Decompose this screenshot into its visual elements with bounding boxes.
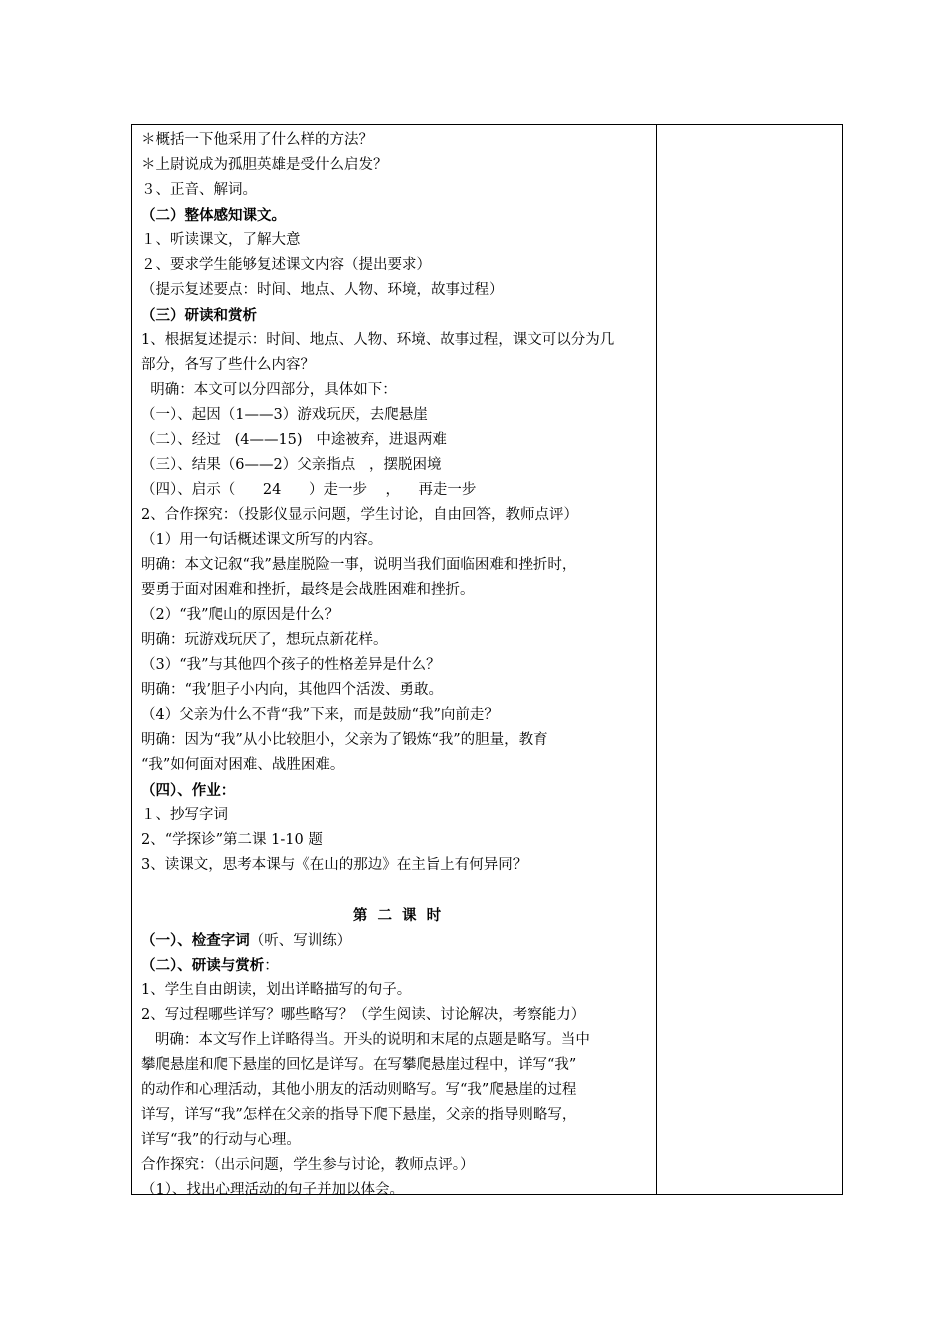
step-line: 2、写过程哪些详写？哪些略写？（学生阅读、讨论解决，考察能力） [141, 1007, 586, 1023]
section-heading: （四）、作业： [141, 782, 236, 799]
homework-line: 2、“学探诊”第二课 1-10 题 [141, 832, 323, 848]
column-divider [656, 125, 657, 1194]
hint-line: （提示复述要点：时间、地点、人物、环境，故事过程） [141, 282, 504, 298]
step-line: 1、学生自由朗读，划出详略描写的句子。 [141, 982, 412, 998]
section-title: 第 二 课 时 [352, 907, 442, 924]
step-line: 合作探究：（出示问题，学生参与讨论，教师点评。） [141, 1157, 475, 1173]
spacer [141, 878, 653, 903]
answer-line: 要勇于面对困难和挫折，最终是会战胜困难和挫折。 [141, 582, 475, 598]
step-line: １、听读课文，了解大意 [141, 232, 301, 248]
step-line: 2、合作探究：（投影仪显示问题，学生讨论，自由回答，教师点评） [141, 507, 578, 523]
question-line: （4）父亲为什么不背“我”下来，而是鼓励“我”向前走？ [141, 707, 499, 723]
answer-line: “我”如何面对困难、战胜困难。 [141, 757, 345, 773]
section-heading: （二）整体感知课文。 [141, 207, 286, 224]
answer-line: 明确：本文记叙“我”悬崖脱险一事，说明当我们面临困难和挫折时， [141, 557, 577, 573]
answer-line: 攀爬悬崖和爬下悬崖的回忆是详写。在写攀爬悬崖过程中，详写“我” [141, 1057, 577, 1073]
answer-line: 详写，详写“我”怎样在父亲的指导下爬下悬崖，父亲的指导则略写， [141, 1107, 577, 1123]
answer-line: 明确：“我’胆子小内向，其他四个活泼、勇敢。 [141, 682, 444, 698]
question-line: （2）“我”爬山的原因是什么？ [141, 607, 340, 623]
heading-bold: （二）、研读与赏析 [141, 957, 265, 974]
heading-rest: ： [264, 958, 279, 974]
outline-line: （一）、起因（1——3）游戏玩厌，去爬悬崖 [141, 407, 428, 423]
step-line: 部分，各写了些什么内容？ [141, 357, 315, 373]
answer-line: 详写“我”的行动与心理。 [141, 1132, 301, 1148]
section-heading [141, 953, 653, 978]
answer-line: 的动作和心理活动，其他小朋友的活动则略写。写“我”爬悬崖的过程 [141, 1082, 577, 1098]
step-line: 1、根据复述提示：时间、地点、人物、环境、故事过程，课文可以分为几 [141, 332, 615, 348]
homework-line: 3、读课文，思考本课与《在山的那边》在主旨上有何异同？ [141, 857, 528, 873]
section-heading [141, 928, 653, 953]
answer-line: 明确：玩游戏玩厌了，想玩点新花样。 [141, 632, 388, 648]
heading-rest: （听、写训练） [249, 933, 352, 949]
homework-line: １、抄写字词 [141, 807, 228, 823]
outline-line: （三）、结果（6——2）父亲指点 ，摆脱困境 [141, 457, 442, 473]
outline-line: （二）、经过 (4——15) 中途被弃，进退两难 [141, 432, 447, 448]
question-line: （1）用一句话概述课文所写的内容。 [141, 532, 383, 548]
answer-line: 明确：本文可以分四部分，具体如下： [141, 382, 397, 398]
step-line: ３、正音、解词。 [141, 182, 257, 198]
answer-line: 明确：因为“我”从小比较胆小，父亲为了锻炼“我”的胆量，教育 [141, 732, 548, 748]
answer-line: 明确：本文写作上详略得当。开头的说明和末尾的点题是略写。当中 [141, 1032, 590, 1048]
section-heading: （三）研读和赏析 [141, 307, 257, 324]
lesson-content [141, 128, 653, 1203]
question-line: （1）、找出心理活动的句子并加以体会。 [141, 1182, 404, 1198]
lesson-table [131, 124, 843, 1198]
question-line: ＊上尉说成为孤胆英雄是受什么启发？ [141, 157, 388, 173]
heading-bold: （一）、检查字词 [141, 932, 250, 949]
outline-line: （四）、启示（ 24 ）走一步 ， 再走一步 [141, 482, 477, 498]
step-line: ２、要求学生能够复述课文内容（提出要求） [141, 257, 431, 273]
question-line: ＊概括一下他采用了什么样的方法？ [141, 132, 373, 148]
question-line: （3）“我”与其他四个孩子的性格差异是什么？ [141, 657, 441, 673]
